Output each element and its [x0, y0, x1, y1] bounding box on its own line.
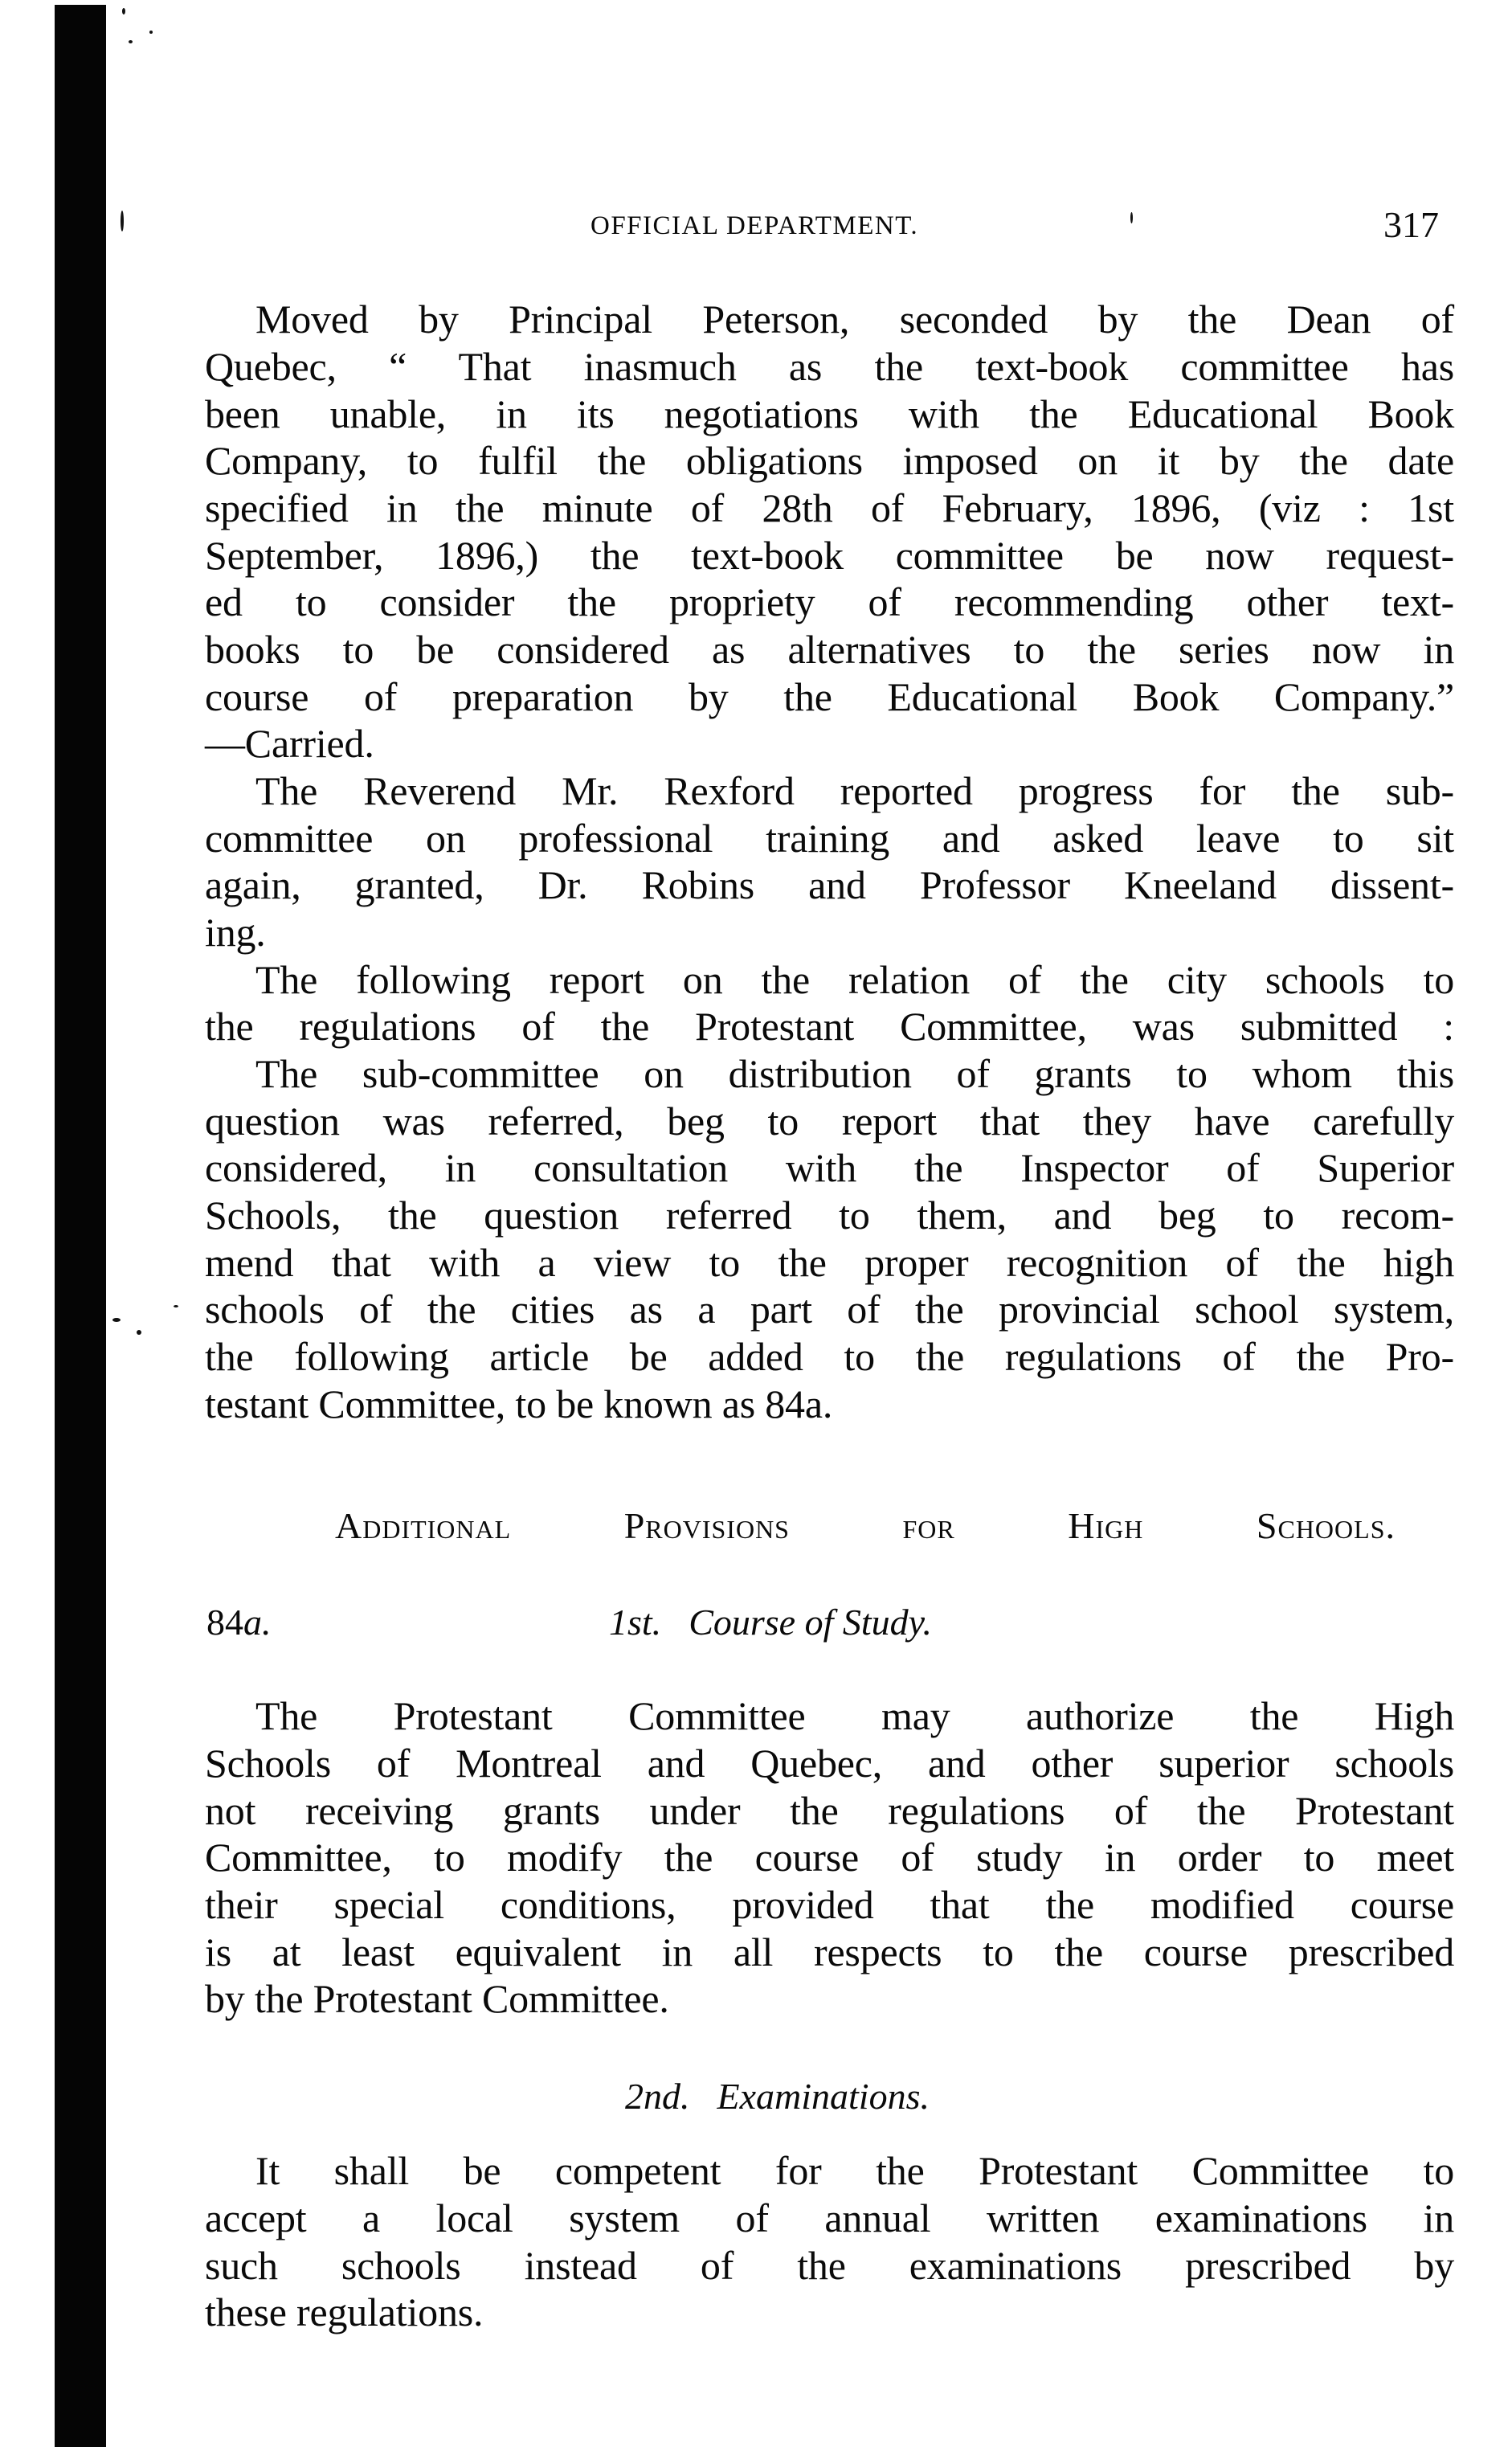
scan-speck — [149, 31, 153, 34]
text-line: specified in the minute of 28th of February, 1896, (viz : 1st — [205, 485, 1454, 530]
subsection-heading-examinations — [625, 2078, 930, 2115]
text-line: ing. — [205, 910, 266, 955]
text-line: not receiving grants under the regulations of the Protestant — [205, 1788, 1454, 1833]
text-line: —Carried. — [205, 721, 374, 766]
text-line: by the Protestant Committee. — [205, 1976, 669, 2021]
text-line: these regulations. — [205, 2289, 484, 2334]
text-line: such schools instead of the examinations prescribed by — [205, 2243, 1454, 2288]
text-line: been unable, in its negotiations with the Educational Book — [205, 391, 1454, 436]
text-line: September, 1896,) the text-book committee be now request- — [205, 533, 1454, 578]
subsection-title: Examinations. — [717, 2076, 930, 2117]
text-line: committee on professional training and asked leave to sit — [205, 816, 1454, 861]
text-line: schools of the cities as a part of the provincial school system, — [205, 1287, 1454, 1332]
subsection-heading-course-of-study — [609, 1604, 932, 1641]
text-line: mend that with a view to the proper recognition of the high — [205, 1240, 1454, 1285]
text-line: testant Committee, to be known as 84a. — [205, 1381, 833, 1426]
text-line: The sub-committee on distribution of grants to whom this — [255, 1051, 1454, 1096]
text-line: question was referred, beg to report that they have carefully — [205, 1099, 1454, 1144]
scan-speck — [122, 8, 125, 14]
text-line: the regulations of the Protestant Committee, was submitted : — [205, 1004, 1454, 1049]
scan-speck — [1130, 212, 1133, 223]
text-line: The following report on the relation of the city schools to — [255, 957, 1454, 1002]
text-line: again, granted, Dr. Robins and Professor Kneeland dissent- — [205, 862, 1454, 907]
text-line: Committee, to modify the course of study in order to meet — [205, 1835, 1454, 1880]
text-line: It shall be competent for the Protestant Committee to — [255, 2148, 1454, 2193]
scan-speck — [112, 1318, 121, 1322]
text-line: The Reverend Mr. Rexford reported progress for the sub- — [255, 768, 1454, 813]
scan-speck — [129, 40, 133, 43]
text-line: Schools, the question referred to them, and beg to recom- — [205, 1193, 1454, 1238]
page-number: 317 — [1383, 204, 1439, 245]
scan-speck — [137, 1330, 141, 1335]
scan-speck — [121, 211, 124, 231]
text-line: The Protestant Committee may authorize the High — [255, 1693, 1454, 1738]
text-line: their special conditions, provided that the modified course — [205, 1882, 1454, 1927]
scan-binding-edge — [55, 5, 106, 2447]
article-number — [206, 1604, 272, 1641]
text-line: is at least equivalent in all respects to the course prescribed — [205, 1929, 1454, 1974]
text-line: considered, in consultation with the Inspector of Superior — [205, 1145, 1454, 1190]
text-line: ed to consider the propriety of recommending other text- — [205, 579, 1454, 624]
text-line: Company, to fulfil the obligations imposed on it by the date — [205, 438, 1454, 483]
article-number-suffix: a. — [243, 1602, 272, 1643]
text-line: Schools of Montreal and Quebec, and other superior schools — [205, 1741, 1454, 1786]
subsection-ordinal: 2nd. — [625, 2076, 690, 2117]
article-number-digits: 84 — [206, 1602, 243, 1643]
scan-speck — [174, 1305, 178, 1307]
text-line: course of preparation by the Educational Book Company.” — [205, 674, 1454, 719]
running-head: OFFICIAL DEPARTMENT. — [590, 211, 919, 240]
text-line: Quebec, “ That inasmuch as the text-book committee has — [205, 344, 1454, 389]
text-line: Moved by Principal Peterson, seconded by the Dean of — [255, 297, 1454, 342]
text-line: books to be considered as alternatives to the series now in — [205, 627, 1454, 672]
subsection-title: Course of Study. — [689, 1602, 933, 1643]
text-line: accept a local system of annual written examinations in — [205, 2195, 1454, 2240]
subsection-ordinal: 1st. — [609, 1602, 662, 1643]
text-line: the following article be added to the regulations of the Pro- — [205, 1334, 1454, 1379]
section-heading: Additional Provisions for High Schools. — [335, 1505, 1396, 1546]
